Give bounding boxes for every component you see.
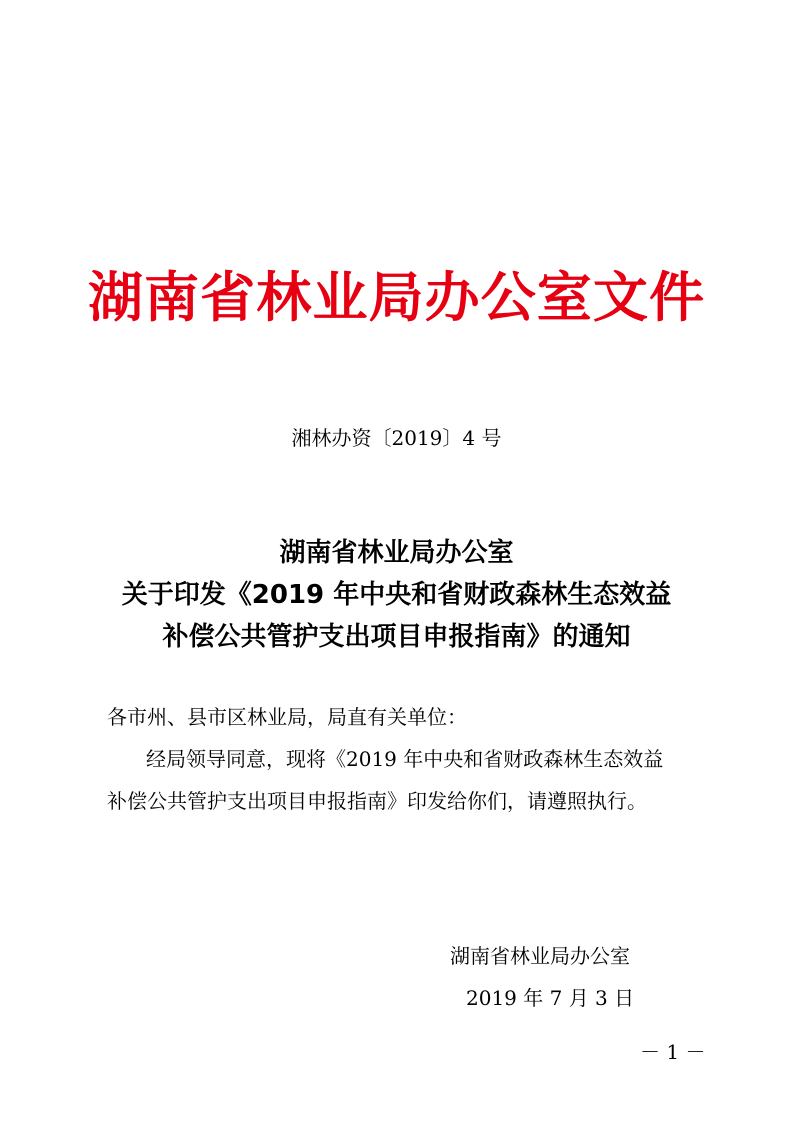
notice-title <box>0 532 793 658</box>
notice-title-line: 关于印发《2019 年中央和省财政森林生态效益 <box>121 580 672 610</box>
page-number: － 1 － <box>640 1040 706 1064</box>
notice-title-line: 补偿公共管护支出项目申报指南》的通知 <box>162 622 631 652</box>
salutation: 各市州、县市区林业局，局直有关单位： <box>107 705 467 729</box>
body-paragraph-line: 经局领导同意，现将《2019 年中央和省财政森林生态效益 <box>146 747 664 771</box>
signature-organization: 湖南省林业局办公室 <box>450 944 630 968</box>
document-number: 湘林办资〔2019〕4 号 <box>291 426 502 450</box>
body-paragraph-line: 补偿公共管护支出项目申报指南》印发给你们，请遵照执行。 <box>107 789 647 813</box>
signature-date: 2019 年 7 月 3 日 <box>466 986 635 1010</box>
document-header-title: 湖南省林业局办公室文件 <box>87 265 706 329</box>
notice-title-line: 湖南省林业局办公室 <box>279 538 514 568</box>
